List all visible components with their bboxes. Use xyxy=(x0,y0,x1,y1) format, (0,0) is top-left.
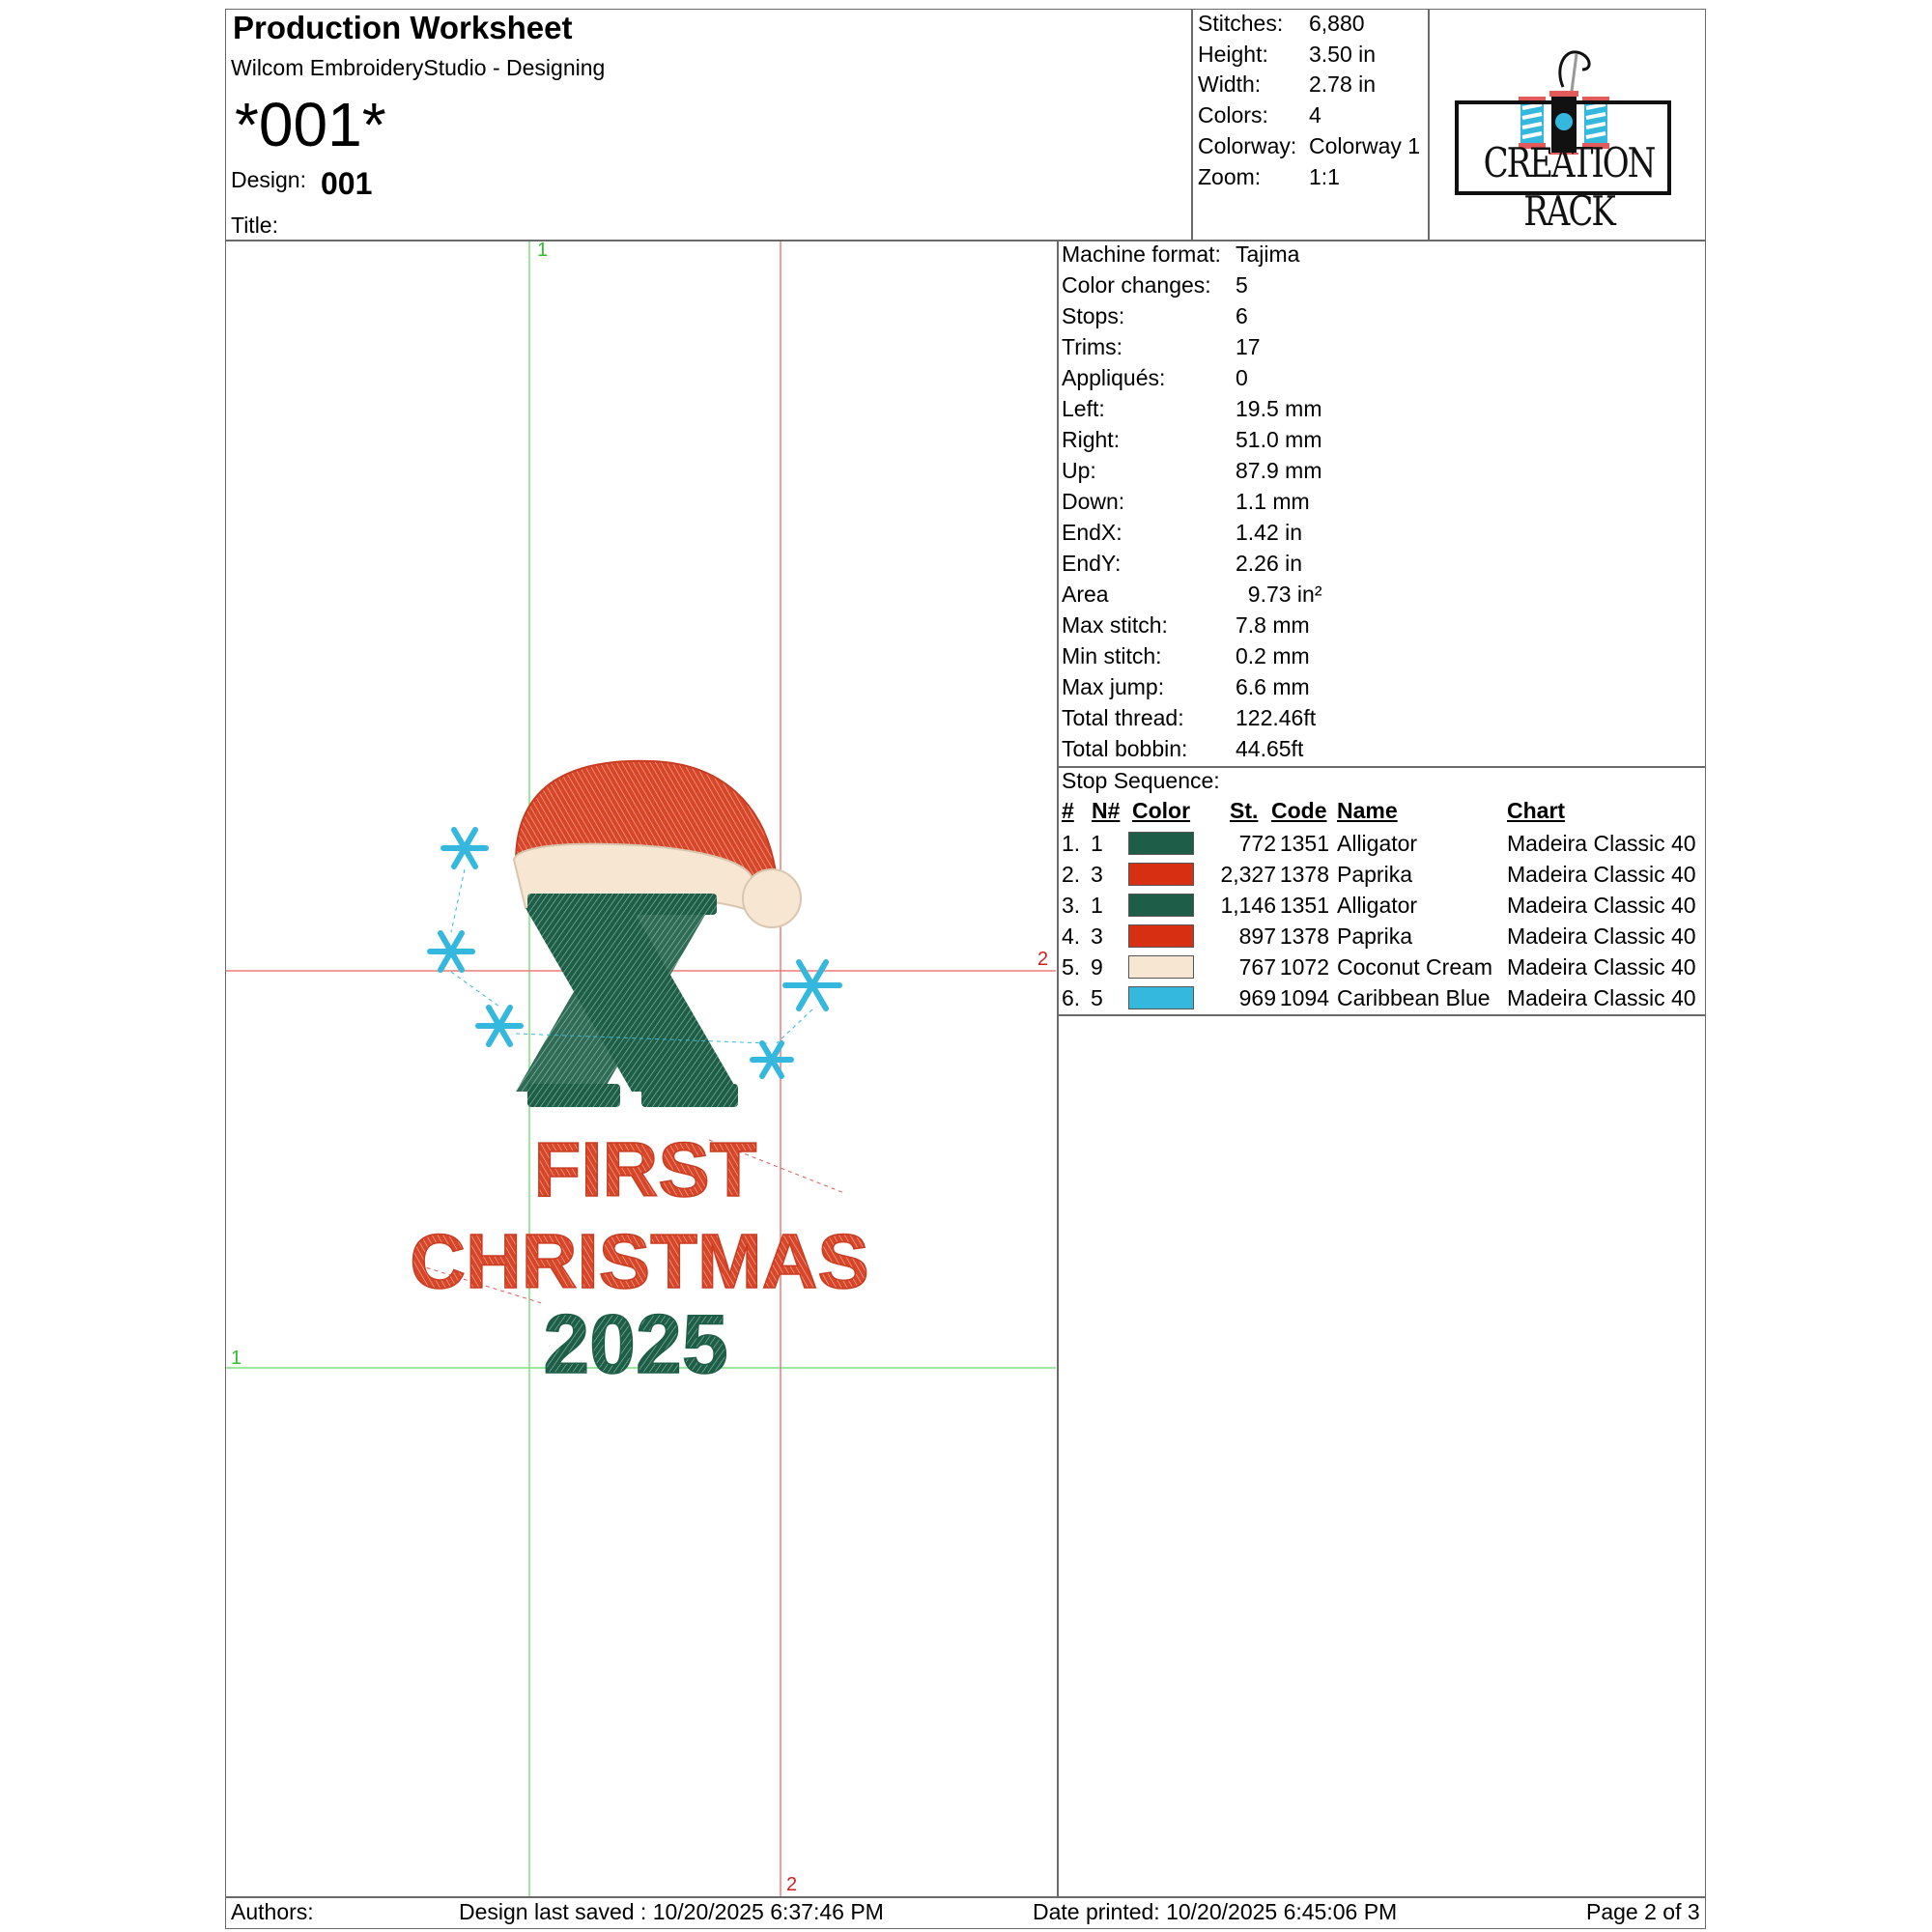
stop-code: 1351 xyxy=(1279,831,1329,856)
thread-color-swatch xyxy=(1128,894,1194,917)
machine-stat-value: 1.42 in xyxy=(1236,520,1303,545)
stop-sequence-row xyxy=(1059,890,1704,921)
stop-thread-name: Alligator xyxy=(1337,893,1418,918)
stop-sequence-title: Stop Sequence: xyxy=(1062,768,1220,793)
machine-stat-value: 7.8 mm xyxy=(1236,612,1310,638)
footer-authors: Authors: xyxy=(231,1899,314,1924)
machine-stat-label: Right: xyxy=(1062,427,1121,452)
thread-color-swatch xyxy=(1128,832,1194,855)
stop-code: 1351 xyxy=(1279,893,1329,918)
design-name-large: *001* xyxy=(235,90,386,159)
col-stitches: St. xyxy=(1230,798,1259,823)
header-col-divider-2 xyxy=(1428,9,1430,241)
stop-num: 1. xyxy=(1062,831,1081,856)
machine-stat-label: Max jump: xyxy=(1062,674,1165,699)
machine-stat-value: 2.26 in xyxy=(1236,551,1303,576)
stop-sequence-row xyxy=(1059,952,1704,982)
machine-stat-value: Tajima xyxy=(1236,242,1300,267)
machine-stat-label: Max stitch: xyxy=(1062,612,1168,638)
machine-stat-value: 6 xyxy=(1236,303,1248,328)
machine-stat-value: 6.6 mm xyxy=(1236,674,1310,699)
stop-num: 3. xyxy=(1062,893,1081,918)
stop-num: 2. xyxy=(1062,862,1081,887)
machine-stat-label: Total thread: xyxy=(1062,705,1184,730)
stop-stitches: 1,146 xyxy=(1220,893,1276,918)
thread-color-swatch xyxy=(1128,924,1194,948)
machine-stat-label: Min stitch: xyxy=(1062,643,1162,668)
stop-thread-name: Coconut Cream xyxy=(1337,954,1493,980)
stop-stitches: 897 xyxy=(1238,923,1276,949)
stop-needle: 3 xyxy=(1091,862,1103,887)
stop-code: 1072 xyxy=(1279,954,1329,980)
stop-stitches: 2,327 xyxy=(1220,862,1276,887)
machine-stat-value: 122.46ft xyxy=(1236,705,1317,730)
design-preview xyxy=(226,242,1056,1896)
stop-chart: Madeira Classic 40 xyxy=(1507,862,1696,887)
stop-num: 5. xyxy=(1062,954,1081,980)
machine-stat-value: 0.2 mm xyxy=(1236,643,1310,668)
stop-sequence-row xyxy=(1059,982,1704,1013)
stop-stitches: 767 xyxy=(1238,954,1276,980)
machine-stat-value: 0 xyxy=(1236,365,1248,390)
machine-stat-value: 44.65ft xyxy=(1236,736,1304,761)
summary-value: 4 xyxy=(1309,102,1321,128)
design-text-year: 2025 xyxy=(543,1298,728,1391)
design-text-christmas: CHRISTMAS xyxy=(410,1218,869,1304)
design-text-first: FIRST xyxy=(533,1126,757,1212)
col-num: # xyxy=(1062,798,1074,823)
summary-value: Colorway 1 xyxy=(1309,133,1421,158)
summary-value: 6,880 xyxy=(1309,11,1365,36)
stop-thread-name: Paprika xyxy=(1337,923,1412,949)
design-value: 001 xyxy=(321,166,373,201)
thread-color-swatch xyxy=(1128,955,1194,979)
page-title: Production Worksheet xyxy=(233,10,573,45)
stop-num: 6. xyxy=(1062,985,1081,1010)
summary-label: Colorway: xyxy=(1198,133,1297,158)
stop-num: 4. xyxy=(1062,923,1081,949)
summary-label: Height: xyxy=(1198,42,1268,67)
summary-label: Zoom: xyxy=(1198,164,1262,189)
machine-stat-label: EndX: xyxy=(1062,520,1122,545)
machine-stat-value: 51.0 mm xyxy=(1236,427,1322,452)
stop-code: 1094 xyxy=(1279,985,1329,1010)
machine-stat-label: Machine format: xyxy=(1062,242,1221,267)
stop-stitches: 969 xyxy=(1238,985,1276,1010)
summary-value: 3.50 in xyxy=(1309,42,1377,67)
machine-stat-label: Area xyxy=(1062,582,1109,607)
summary-value: 2.78 in xyxy=(1309,71,1377,97)
stop-thread-name: Caribbean Blue xyxy=(1337,985,1491,1010)
title-label: Title: xyxy=(231,213,278,238)
stop-needle: 1 xyxy=(1091,831,1103,856)
stop-code: 1378 xyxy=(1279,923,1329,949)
stop-table-bottom-divider xyxy=(1057,1014,1706,1016)
col-color: Color xyxy=(1132,798,1191,823)
machine-stat-label: Color changes: xyxy=(1062,272,1211,298)
stop-stitches: 772 xyxy=(1238,831,1276,856)
app-subtitle: Wilcom EmbroideryStudio - Designing xyxy=(231,55,606,80)
stop-needle: 5 xyxy=(1091,985,1103,1010)
preview-divider xyxy=(1057,240,1059,1897)
footer-divider xyxy=(225,1896,1706,1898)
machine-stat-label: Total bobbin: xyxy=(1062,736,1188,761)
summary-label: Stitches: xyxy=(1198,11,1284,36)
footer-page-number: Page 2 of 3 xyxy=(1586,1899,1700,1924)
guide-label-red-bottom: 2 xyxy=(786,1874,798,1895)
machine-stat-value: 17 xyxy=(1236,334,1261,359)
thread-color-swatch xyxy=(1128,863,1194,886)
machine-stat-value: 19.5 mm xyxy=(1236,396,1322,421)
guide-label-green-top: 1 xyxy=(537,240,549,261)
stop-sequence-row xyxy=(1059,921,1704,952)
hat-pompom xyxy=(743,869,801,927)
letter-x-stitched xyxy=(516,894,738,1107)
footer-date-printed: Date printed: 10/20/2025 6:45:06 PM xyxy=(1033,1899,1398,1924)
stop-thread-name: Alligator xyxy=(1337,831,1418,856)
design-label: Design: xyxy=(231,167,306,192)
machine-stat-label: Down: xyxy=(1062,489,1125,514)
footer-design-saved: Design last saved : 10/20/2025 6:37:46 PM xyxy=(459,1899,884,1924)
machine-stat-label: Appliqués: xyxy=(1062,365,1166,390)
machine-stat-value: 1.1 mm xyxy=(1236,489,1310,514)
machine-stat-label: Trims: xyxy=(1062,334,1123,359)
col-chart: Chart xyxy=(1507,798,1566,823)
stop-sequence-row xyxy=(1059,859,1704,890)
machine-stat-value: 87.9 mm xyxy=(1236,458,1322,483)
col-code: Code xyxy=(1271,798,1327,823)
machine-stat-value: 9.73 in² xyxy=(1236,582,1322,607)
machine-stat-label: Left: xyxy=(1062,396,1105,421)
machine-stat-label: EndY: xyxy=(1062,551,1122,576)
thread-color-swatch xyxy=(1128,986,1194,1009)
col-name: Name xyxy=(1337,798,1398,823)
logo-text: CREATION RACK xyxy=(1483,139,1655,236)
summary-value: 1:1 xyxy=(1309,164,1340,189)
stop-needle: 3 xyxy=(1091,923,1103,949)
machine-stat-label: Up: xyxy=(1062,458,1096,483)
stop-chart: Madeira Classic 40 xyxy=(1507,923,1696,949)
stop-chart: Madeira Classic 40 xyxy=(1507,985,1696,1010)
stop-needle: 9 xyxy=(1091,954,1103,980)
stop-code: 1378 xyxy=(1279,862,1329,887)
guide-label-green-left: 1 xyxy=(231,1348,242,1369)
summary-label: Width: xyxy=(1198,71,1262,97)
stop-sequence-row xyxy=(1059,828,1704,859)
summary-label: Colors: xyxy=(1198,102,1268,128)
stop-chart: Madeira Classic 40 xyxy=(1507,893,1696,918)
machine-stat-label: Stops: xyxy=(1062,303,1125,328)
stop-needle: 1 xyxy=(1091,893,1103,918)
creation-rack-logo xyxy=(1449,41,1681,236)
header-col-divider-1 xyxy=(1191,9,1193,241)
stop-chart: Madeira Classic 40 xyxy=(1507,954,1696,980)
stop-thread-name: Paprika xyxy=(1337,862,1412,887)
guide-label-red-right: 2 xyxy=(1037,949,1049,970)
stop-chart: Madeira Classic 40 xyxy=(1507,831,1696,856)
col-needle: N# xyxy=(1092,798,1121,823)
machine-stat-value: 5 xyxy=(1236,272,1248,298)
